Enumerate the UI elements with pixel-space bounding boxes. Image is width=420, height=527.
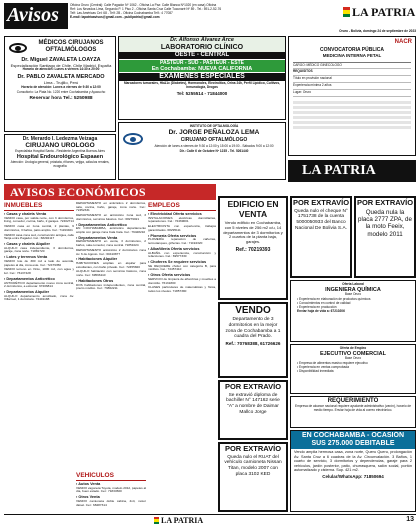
category-heading: ▪ Casas y chalets Venta	[4, 212, 47, 217]
offices-line: Oficina Oruro (Central): Calle Pagador Nº 1062 - Oficina La Paz: Calle Blanca Nº1020 (en casa) Oficina	[70, 3, 217, 7]
category-label: Habitaciones Otros	[78, 279, 114, 284]
category-heading: ▪ Departamentos Anticrético	[4, 276, 55, 281]
doctor-desc: Especialización Santiago de Chile, Chile Madrid, España	[10, 62, 112, 68]
oferta-sub: Base Oruro	[344, 356, 362, 361]
edificio-phone: Ref.: 70219393	[235, 246, 271, 253]
convocatoria-subtitle: MEDICINA INTERNA FETAL	[322, 53, 382, 58]
avisos-economicos-title: AVISOS ECONÓMICOS	[10, 185, 146, 199]
lab-top: Dr. Alfonso Álvarez Arce	[170, 37, 234, 43]
medicos-title-line: OFTALMÓLOGOS	[45, 47, 97, 53]
classified-entry: SERVICIO de limpieza de alfombras y muebles a domicilio. 76131800	[148, 276, 216, 285]
oferta-item-text: Enviar hoja de vida a: 67210206	[297, 309, 345, 314]
urologo-hospital: Hospital Endourológico Espaaen	[16, 154, 104, 161]
flag-icon	[343, 7, 350, 17]
classified-entry: VENDO camioneta doble cabina, 4x4, motor diésel. Cel.: 68287314	[76, 498, 146, 507]
vendo-title: VENDO	[235, 305, 271, 316]
category-heading: ▪ Departamentos Anticrético	[76, 222, 127, 227]
eye-logo-icon	[123, 133, 143, 145]
category-heading: ▪ Habitaciones Otros	[76, 279, 114, 284]
medicos-address: Consultorio: La Plata No. 1220 entre Cochabamba y Ayacucho	[16, 90, 106, 95]
doctor-desc: Lima - Trujillo, Perú	[43, 79, 79, 85]
classified-entry: PLOMERÍA reparación de cañerías, termotanques, griferías. Cel.: 71194320	[148, 237, 216, 246]
urologo-name: Dr. Merardo I. Ledezma Veizaga	[22, 136, 98, 142]
category-label: Lotes y terrenos Venta	[6, 255, 48, 260]
classified-entry: VENDO lote de 300 m2 a lado de avenida, papeles al día, zona este. Cel.: 72479350	[4, 258, 74, 267]
dateline: Oruro - Bolivia, domingo 24 de septiembre de 2023	[339, 29, 416, 33]
category-heading: ▪ Casas y chalets Alquiler	[4, 242, 50, 247]
inmuebles-title: INMUEBLES	[4, 202, 74, 211]
extravio-diploma-ad	[218, 380, 288, 440]
lab-ad-title: PASTEUR - SUD - PASTEUR - ESTE	[160, 59, 244, 66]
footer	[4, 514, 416, 525]
classified-entry: DEPARTAMENTO en anticrético 2 dormitorios, sala, cocina, baño, garaje, zona norte. Cel.: 72452331	[76, 202, 146, 213]
classified-entry: EN COCHABAMBA, anticrético departamento amplio con garaje zona Cala Cala. Cel.: 76428210	[76, 226, 146, 234]
extravio-title: POR EXTRAVÍO	[356, 198, 414, 207]
brand-block	[342, 3, 416, 29]
convocatoria-title: CONVOCATORIA PÚBLICA	[319, 47, 385, 53]
convocatoria-row: Experiencia mínima 2 años	[293, 83, 411, 90]
category-heading: ▪ Autos Venta	[76, 482, 101, 487]
empleos-title: EMPLEOS	[148, 202, 216, 211]
oferta-item: • Experiencia en producción	[297, 305, 337, 310]
medicos-phone: Reservar hora Tel.: 5250988	[29, 96, 93, 102]
cochabamba-price: SUS 275.000 DEBITABLE	[311, 440, 395, 447]
brand-name: LA PATRIA	[352, 5, 416, 19]
doctor-name: Dr. PABLO ZAVALETA MERCADO	[17, 74, 105, 81]
classified-entry: DEPARTAMENTO anticrético 2 dormitorios zona Av. 6 de Agosto. Cel.: 60410877	[76, 247, 146, 256]
la-patria-banner	[288, 160, 416, 182]
classified-entry: VENDO casa zona sud, construcción antigua, calle Tarija entre Pagador. Cel.: 68292117	[4, 232, 74, 241]
category-label: Otros Oferta servicios	[150, 273, 191, 278]
convocatoria-row: Título en provisión nacional	[293, 76, 411, 83]
offices-info	[70, 4, 340, 20]
header-bar	[4, 3, 416, 29]
doctor-hours: Horario de atención: Lunes a viernes de 9:30 a 12:00	[21, 84, 101, 89]
cochabamba-title: EN COCHABAMBA - OCASIÓN	[301, 432, 405, 439]
offices-line: Ref: Los Nevados Lima, Segundo P. 1 Piso 2 - Oficina Santa Cruz Calle Tucunaré Nº 89 - Tel.: 591-2-52-76	[70, 6, 222, 11]
avisos-title: Avisos	[7, 4, 59, 26]
classified-entry: VENDO terreno en Vinto, 1000 m2, con agua y luz. Cel.: 76137428	[4, 267, 74, 276]
category-label: Casas y chalets Venta	[6, 212, 47, 217]
oferta-head: Oferta de Empleo	[339, 346, 367, 350]
laboratorio-ad	[118, 36, 286, 120]
extravio-title: POR EXTRAVÍO	[224, 382, 282, 391]
lab-subtitle: OESTE - CENTRAL	[119, 52, 285, 59]
convocatoria-row: Lugar: Oruro	[293, 90, 411, 97]
oferta-item: • Experiencia en ventas comprobada	[297, 365, 349, 370]
convocatoria-row: CARGO: MÉDICO GINECOLOGO	[293, 63, 411, 70]
doctor-hours: Horario de atención: Lunes a viernes 14:30 a 20:00	[22, 67, 100, 72]
page-number: 13	[406, 516, 414, 523]
footer-brand: LA PATRIA	[161, 516, 204, 525]
extravio-title: POR EXTRAVÍO	[224, 444, 282, 453]
category-label: Departamentos Alquiler	[6, 290, 50, 295]
vehiculos-section	[76, 472, 146, 512]
classified-entry: VENDO casa en zona central, 2 plantas, 6 dormitorios, 3 baños, patio amplio. Cel.: 71193401	[4, 224, 74, 232]
lab-phone: Tel: 5255514 - 71844000	[176, 90, 228, 96]
category-heading: ▪ Departamentos Venta	[76, 235, 118, 240]
lab-exam-head: EXAMENES ESPECIALES	[159, 73, 245, 80]
lab-title: LABORATORIO CLÍNICO	[160, 43, 244, 51]
extravio-ruat-ad	[218, 442, 288, 512]
oferta-title: EJECUTIVO COMERCIAL	[319, 350, 386, 357]
oferta-quimica-ad	[290, 280, 416, 342]
oferta-item-text: Experiencia en ventas comprobada	[299, 365, 349, 370]
vendo-ad	[218, 302, 288, 378]
category-label: Departamentos Anticrético	[78, 222, 127, 227]
medicos-title-line: MÉDICOS CIRUJANOS	[38, 40, 104, 46]
eye-icon	[9, 43, 27, 53]
convocatoria-row: REQUISITOS	[293, 69, 411, 76]
classified-entry: VENDO casa, por salida norte, con 3 dormitorios, living, comedor, cocina, baño, 2 garajes. 72402714	[4, 215, 74, 224]
banner-brand: LA PATRIA	[302, 163, 376, 178]
classified-entry: ALQUILO casa independiente, 3 dormitorios, garaje, zona norte. 71881720	[4, 245, 74, 254]
classified-entry: VENDO vagoneta Toyota, modelo 2012, papeles al día, buen estado. Cel.: 71834500	[76, 485, 146, 494]
oferta-item: • Conocimientos en control de calidad	[297, 301, 351, 306]
urologo-ad	[4, 134, 116, 180]
category-label: Departamentos Venta	[78, 235, 118, 240]
vendo-text: Departamento de 3 dormitorios en la mejor zona de Cochabamba a 1 cuadra del Prado.	[225, 317, 281, 340]
category-label: Autos Venta	[78, 482, 101, 487]
cochabamba-ocasion-ad	[290, 430, 416, 512]
requerimiento-title: REQUERIMIENTO	[327, 398, 379, 404]
category-heading: ▪ Choferes Se requiere servicios	[148, 260, 207, 265]
nacr-logo: NACR	[394, 39, 412, 45]
oferta-item	[297, 310, 409, 314]
edificio-text: Vendo edificio en Cochabamba, con 5 niveles de 256 m2 c/u, 14 departamentos de 3 dormitorios y 2 cuartos de la planta baja, garajes.	[223, 220, 283, 245]
convocatoria-ad	[288, 36, 416, 156]
departamentos-column	[76, 202, 146, 470]
category-heading: ▪ Electricidad Oferta servicios	[148, 212, 202, 217]
avisos-logo	[4, 3, 68, 29]
urologo-sub: Especialista Hospital Santa - Residente Argentina Buenos Aires	[15, 148, 105, 153]
instituto-doctor: Dr. JORGE PEÑALOZA LEMA	[168, 128, 260, 136]
oferta-ejecutivo-ad	[290, 344, 416, 394]
category-label: Plomería Oferta servicios	[150, 233, 197, 238]
classified-entry: ALQUILO departamento amoblado, zona Av. Villarroel, 1 dormitorio. 72401188	[4, 293, 74, 302]
category-label: Casas y chalets Alquiler	[6, 242, 50, 247]
urologo-detail: Atención: Urología general, próstata, riñones, vejiga, cálculos renales, ecografía	[10, 159, 110, 168]
classified-entry: ALQUILO habitación con servicios básicos, zona norte. Cel.: 69596110	[76, 269, 146, 278]
classified-entry: INSTALACIONES eléctricas domiciliarias, reparaciones. Cel.: 72469001	[148, 215, 216, 224]
oferta-head: Oferta Laboral	[342, 282, 364, 286]
vendo-phone: Ref.: 70768388, 61726626	[225, 341, 281, 347]
urologo-title: CIRUJANO UROLOGO	[25, 142, 95, 149]
classified-entry: ANTICRÉTICO departamento nuevo zona central, 2 dormitorios, a estrenar. 67206814	[4, 280, 74, 289]
extravio-title: POR EXTRAVÍO	[292, 198, 350, 207]
oferta-item-text: Empresa de alimentos masivo requiere ejecutivo	[299, 361, 368, 366]
category-label: Otros Venta	[78, 495, 100, 500]
classified-entry: CLASES particulares de matemáticas y física, todos los niveles. 71857390	[148, 285, 216, 294]
oferta-item-text: Disponibilidad inmediata	[299, 369, 334, 374]
category-label: Albañilería Oferta servicios	[150, 246, 200, 251]
category-heading: ▪ Plomería Oferta servicios	[148, 233, 197, 238]
extravio-text: Se extravió diploma de bachiller N° 147162 serie "A" a nombre de Daimar Mallco Jorge	[226, 392, 280, 415]
oferta-item: • Disponibilidad inmediata	[297, 369, 334, 374]
requerimiento-ad	[290, 396, 416, 428]
oferta-item: • Experiencia en elaboración de productos químicos	[297, 297, 371, 302]
extravio-text: Queda nulo el cheque N° 1751738 de la cuenta 5000050933 del Banco Nacional De Bolivia S.A.	[294, 208, 348, 231]
medicos-ad	[4, 36, 116, 132]
extravio-text: Queda nulo el RUAT del vehículo camioneta Nissan Titan, modelo 2007 con placa 3102 KED	[224, 454, 282, 477]
medicos-title	[27, 40, 115, 54]
category-heading: ▪ Albañilería Oferta servicios	[148, 246, 200, 251]
offices-line: Telf: Las Américas Cel: 68 - Telf: 2B - Oficina Cochabamba Telf.: 4 77087	[70, 10, 173, 15]
lab-exam-text: Marcadores tumorales, HbA1c (Diabetes), Hormonales, Electrolitos, Orina 24h, Perfil Lipídico, Cultivos, Inmunología, Drogas	[123, 81, 281, 89]
classified-entry: SE REQUIERE chofer con categoría B, para minibús. Cel.: 72457410	[148, 263, 216, 272]
instituto-ad	[118, 122, 286, 180]
edificio-ad	[218, 196, 288, 300]
instituto-title: INSTITUTO DE OFTALMOLOGÍA	[189, 124, 239, 128]
category-label: Electricidad Oferta servicios	[150, 212, 202, 217]
lab-ad-line: En Cochabamba: NUEVA CALIFORNIA	[151, 65, 253, 72]
instituto-address: Dir.: Calle 6 de Octubre Nº 1235 - Tel. 5261440	[179, 148, 249, 153]
category-heading: ▪ Otros Venta	[76, 495, 100, 500]
cochabamba-text: Vendo amplia hermosa casa, zona norte, Queru Queru, prolongación Av. Santa Cruz a 6 cuadras de la Av. Circunvalación. 3 Baños, 1 cuarto de servicio, 3 dormitorios y dependencias, garaje para 2 vehículos, jardín posterior, patio, churrasquera, salón social, portón automatizado y cisterna. Sup. 421 m2.	[294, 450, 412, 473]
oferta-title: INGENIERA QUÍMICA	[325, 286, 381, 293]
edificio-title: EDIFICIO EN VENTA	[227, 199, 279, 219]
classified-entry: ELECTRICISTA con experiencia, trabajos garantizados. 68295111	[148, 224, 216, 232]
classified-entry: DEPARTAMENTO en venta, 3 dormitorios, 2 baños, sala comedor, zona central. 71851024	[76, 239, 146, 248]
classified-entry: HABITACIONES amplias en alquiler para estudiantes, con baño privado. Cel.: 72455820	[76, 261, 146, 269]
offices-emails: E-mail: lapatriaavisos@gmail.com - publipatria@gmail.com	[70, 14, 160, 19]
cochabamba-phone: Celular/WhatsApp: 71850694	[322, 473, 384, 479]
inmuebles-column	[4, 202, 74, 512]
requerimiento-text: Empresa de alcance nacional requiere ayudante administrativo (varón), horario de medio tiempo. Enviar hoja de vida al correo electrónico.	[294, 404, 412, 412]
extravio-placa-ad	[354, 196, 416, 278]
classified-entry: DOS habitaciones independientes, zona central, precio módico. Cel.: 73862211	[76, 282, 146, 291]
instituto-role: CIRUJANO OFTALMÓLOGO	[180, 136, 248, 143]
category-label: Habitaciones Alquiler	[78, 257, 118, 262]
medicos-body	[7, 57, 115, 102]
vehiculos-title: VEHÍCULOS	[76, 472, 146, 481]
footer-flag-icon	[154, 517, 159, 524]
oferta-item-text: Conocimientos en control de calidad	[299, 301, 351, 306]
extravio-cheque-ad	[290, 196, 352, 278]
avisos-economicos-banner	[4, 184, 216, 200]
category-heading: ▪ Otros Oferta servicios	[148, 273, 191, 278]
doctor-name: Dr. Miguel ZAVALETA LOAYZA	[21, 57, 101, 63]
category-heading: ▪ Habitaciones Alquiler	[76, 257, 118, 262]
oferta-sub: Base Oruro	[344, 292, 362, 297]
classified-entry: ALBAÑIL con experiencia, construcción y refacciones. Cel.: 69577330	[148, 250, 216, 259]
instituto-info: Atención de lunes a viernes de 9:30 a 12:00 y 15:00 a 19:00 - Sábados 9:00 a 12:00	[154, 143, 274, 148]
oferta-item: • Empresa de alimentos masivo requiere ejecutivo	[297, 361, 368, 366]
oferta-item-text: Experiencia en producción	[299, 305, 337, 310]
oferta-item-text: Experiencia en elaboración de productos químicos	[299, 297, 371, 302]
extravio-text: Queda nula la placa 2777 ZPA, de la moto Feeix, modelo 2011	[358, 208, 412, 238]
classified-entry: DEPARTAMENTO en anticrético zona sud, 3 dormitorios, servicios básicos. Cel.: 68279021	[76, 213, 146, 221]
category-heading: ▪ Lotes y terrenos Venta	[4, 255, 48, 260]
category-label: Choferes Se requiere servicios	[150, 260, 207, 265]
category-heading: ▪ Departamentos Alquiler	[4, 290, 50, 295]
category-label: Departamentos Anticrético	[6, 276, 55, 281]
empleos-column	[148, 202, 216, 502]
